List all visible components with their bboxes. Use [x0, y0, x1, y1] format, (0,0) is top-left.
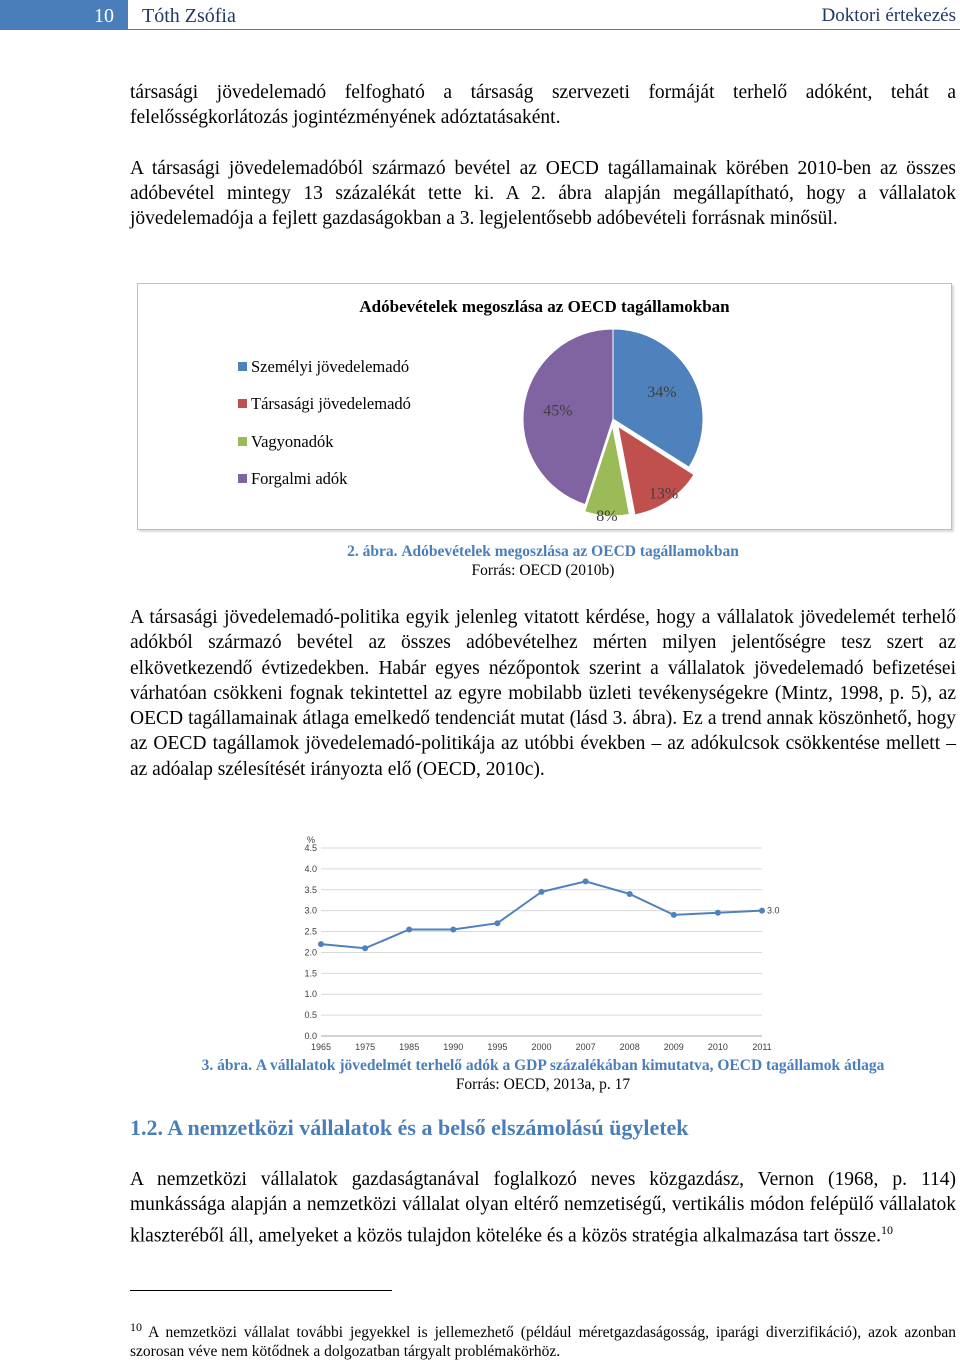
intro-paragraph-2: A társasági jövedelemadóból származó bevétel az OECD tagállamainak körében 2010-ben az összes adóbevétel mintegy 13 százalékát tette ki. A 2. ábra alapján megállapítható, hogy a vállalatok jövedelemadója a fejlett gazdaságokban a 3. legjelentősebb adóbevételi forrásnak minősül.	[130, 157, 956, 230]
x-tick-label: 1975	[355, 1042, 376, 1052]
header-divider	[128, 29, 960, 30]
footnote-reference: 10	[881, 1222, 893, 1237]
legend-swatch	[238, 437, 247, 446]
y-tick-label: 4.5	[304, 843, 317, 853]
figure-3-source: Forrás: OECD, 2013a, p. 17	[455, 1076, 631, 1093]
end-value-label: 3.0	[767, 905, 780, 916]
figure-2-number: 2. ábra.	[347, 543, 398, 560]
legend-swatch	[238, 362, 247, 371]
pie-chart-container	[137, 283, 952, 530]
data-point	[627, 891, 633, 897]
legend-item	[238, 468, 411, 505]
legend-item	[238, 393, 411, 430]
figure-3-caption	[130, 1056, 956, 1075]
x-tick-label: 2000	[531, 1042, 552, 1052]
legend-swatch	[238, 474, 247, 483]
figure-2-title: Adóbevételek megoszlása az OECD tagállamokban	[401, 543, 739, 560]
y-tick-label: 0.0	[304, 1031, 317, 1041]
legend-item	[238, 431, 411, 468]
y-tick-label: 2.5	[304, 926, 317, 937]
pie-chart-title: Adóbevételek megoszlása az OECD tagállamokban	[359, 297, 730, 316]
x-tick-label: 1965	[310, 1042, 332, 1052]
y-tick-label: 0.5	[304, 1010, 317, 1021]
data-point	[583, 878, 589, 884]
figure-2-caption	[130, 542, 956, 561]
y-tick-label: 3.5	[304, 884, 317, 895]
legend-label: Forgalmi adók	[251, 468, 348, 488]
data-point	[671, 912, 677, 918]
x-tick-label: 2010	[707, 1042, 728, 1052]
legend-label: Vagyonadók	[251, 431, 334, 451]
y-tick-label: 4.0	[304, 863, 317, 874]
pie-chart	[523, 320, 723, 525]
legend-label: Társasági jövedelemadó	[251, 394, 411, 414]
figure-3-title: A vállalatok jövedelmét terhelő adók a GDP százalékában kimutatva, OECD tagállamok átlaga	[255, 1057, 885, 1074]
data-point	[318, 941, 324, 947]
intro-text	[130, 80, 956, 231]
y-tick-label: 2.0	[304, 947, 317, 958]
y-tick-label: 1.5	[304, 968, 317, 979]
pie-value-label: 8%	[596, 507, 618, 525]
x-tick-label: 2007	[575, 1042, 596, 1052]
y-tick-label: 1.0	[304, 989, 317, 1000]
section-title: A nemzetközi vállalatok és a belső elszámolású ügyletek	[167, 1115, 689, 1140]
page-number: 10	[0, 0, 128, 30]
data-point	[494, 920, 500, 926]
data-point	[362, 945, 368, 951]
pie-legend	[238, 356, 411, 505]
footnote-text: A nemzetközi vállalat további jegyekkel is jellemezhető (például méretgazdaságosság, iparági diverzifikáció), azok azonban szorosan véve nem kötődnek a dolgozatban tárgyalt problémakörhöz.	[130, 1324, 956, 1361]
data-point	[539, 889, 545, 895]
line-chart	[290, 830, 800, 1055]
figure-3-number: 3. ábra.	[201, 1057, 252, 1074]
body-paragraph: A társasági jövedelemadó-politika egyik jelenleg vitatott kérdése, hogy a vállalatok jövedelemét terhelő adókból származó bevétel az összes adóbevételhez mérten milyen jelentőségre tesz szert az elkövetkezendő évtizedekben. Habár egyes nézőpontok szerint a vállalatok jövedelemadó befizetései várhatóan csökkeni fognak tekintettel az egyre mobilabb üzleti tevékenységekre (Mintz, 1998, p. 5), az OECD tagállamainak átlaga emelkedő tendenciát mutat (lásd 3. ábra). Ez a trend annak köszönhető, hogy az OECD tagállamok jövedelemadó-politikája az utóbbi években – az adókulcsok csökkentése mellett – az adóalap szélesítését irányozta elő (OECD, 2010c).	[130, 607, 956, 780]
data-point	[406, 926, 412, 932]
figure-2-source: Forrás: OECD (2010b)	[471, 562, 615, 579]
legend-swatch	[238, 399, 247, 408]
x-tick-label: 2009	[663, 1042, 684, 1052]
y-axis-unit: %	[307, 835, 316, 845]
footnote-divider	[130, 1290, 392, 1291]
header-document-type: Doktori értekezés	[821, 5, 956, 26]
x-tick-label: 1985	[399, 1042, 420, 1052]
legend-item	[238, 356, 411, 393]
footnote	[130, 1318, 956, 1361]
section-heading	[130, 1115, 689, 1141]
data-point	[715, 910, 721, 916]
data-point	[759, 908, 765, 914]
section-number: 1.2.	[130, 1115, 163, 1140]
x-tick-label: 2008	[619, 1042, 640, 1052]
legend-label: Személyi jövedelemadó	[251, 357, 410, 376]
data-point	[450, 926, 456, 932]
x-tick-label: 1990	[443, 1042, 464, 1052]
pie-value-label: 13%	[648, 485, 679, 503]
pie-value-label: 34%	[647, 384, 677, 402]
header-author: Tóth Zsófia	[142, 5, 236, 27]
y-tick-label: 3.0	[304, 905, 317, 916]
footnote-number: 10	[130, 1320, 142, 1334]
section-paragraph	[130, 1167, 956, 1248]
pie-value-label: 45%	[543, 402, 573, 420]
intro-paragraph-1: társasági jövedelemadó felfogható a társaság szervezeti formáját terhelő adóként, tehát a felelősségkorlátozás jogintézményének adóztatásaként.	[130, 82, 956, 129]
x-tick-label: 1995	[487, 1042, 508, 1052]
section-paragraph-text: A nemzetközi vállalatok gazdaságtanával foglalkozó neves közgazdász, Vernon (1968, p. 114) munkássága alapján a nemzetközi vállalat olyan eltérő nemzetiségű, vertikális módon felépülő vállalatok klaszteréből áll, amelyeket a közös tulajdon köteléke és a közös stratégia alkalmazása tart össze.	[130, 1169, 956, 1247]
x-tick-label: 2011	[752, 1042, 772, 1052]
